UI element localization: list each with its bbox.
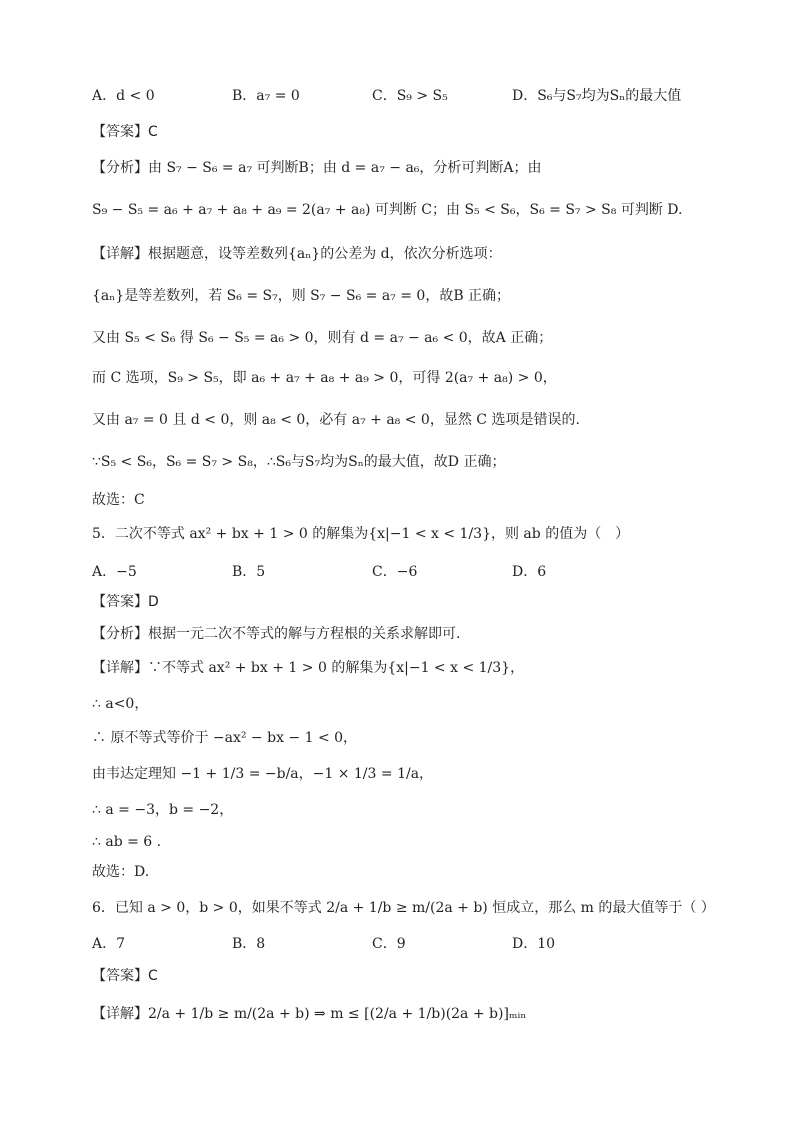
q4-detail-line-1: 【详解】根据题意，设等差数列{aₙ}的公差为 d，依次分析选项：: [92, 246, 502, 262]
q5-option-d: D．6: [512, 564, 547, 580]
q4-analysis-line-2: S₉ − S₅ = a₆ + a₇ + a₈ + a₉ = 2(a₇ + a₈) 可判断 C；由 S₅ < S₆，S₆ = S₇ > S₈ 可判断 D.: [92, 202, 683, 218]
q5-option-b: B．5: [232, 564, 266, 580]
q6-options: [92, 934, 712, 954]
q5-options: [92, 562, 712, 582]
q4-detail-line-4: 而 C 选项，S₉ > S₅，即 a₆ + a₇ + a₈ + a₉ > 0，可得 2(a₇ + a₈) > 0，: [92, 370, 557, 386]
q4-option-a: A．d < 0: [92, 88, 155, 104]
q4-detail-line-6: ∵S₅ < S₆，S₆ = S₇ > S₈，∴S₆与S₇均为Sₙ的最大值，故D 正确；: [92, 454, 506, 470]
q5-option-a: A．−5: [92, 564, 137, 580]
q6-option-d: D．10: [512, 936, 556, 952]
q4-analysis-line-1: 【分析】由 S₇ − S₆ = a₇ 可判断B；由 d = a₇ − a₆，分析可判断A；由: [92, 160, 542, 176]
q6-detail-line-1: 【详解】2/a + 1/b ≥ m/(2a + b) ⇒ m ≤ [(2/a + 1/b)(2a + b)]ₘᵢₙ: [92, 1006, 527, 1022]
q5-detail-line-3: ∴ 原不等式等价于 −ax² − bx − 1 < 0，: [92, 730, 358, 746]
q6-answer: 【答案】C: [92, 968, 158, 984]
q6-option-c: C．9: [372, 936, 406, 952]
q4-option-c: C．S₉ > S₅: [372, 88, 448, 104]
q4-option-d: D．S₆与S₇均为Sₙ的最大值: [512, 88, 682, 104]
q6-option-b: B．8: [232, 936, 266, 952]
q4-answer: 【答案】C: [92, 124, 158, 140]
q5-analysis: 【分析】根据一元二次不等式的解与方程根的关系求解即可.: [92, 626, 461, 642]
q4-choose: 故选：C: [92, 492, 145, 508]
q4-option-b: B．a₇ = 0: [232, 88, 300, 104]
q6-option-a: A．7: [92, 936, 126, 952]
q5-detail-line-4: 由韦达定理知 −1 + 1/3 = −b/a，−1 × 1/3 = 1/a，: [92, 766, 434, 782]
q4-detail-line-2: {aₙ}是等差数列，若 S₆ = S₇，则 S₇ − S₆ = a₇ = 0，故B 正确；: [92, 288, 511, 304]
q4-options: [92, 86, 712, 106]
q5-answer: 【答案】D: [92, 594, 159, 610]
q5-stem: 5．二次不等式 ax² + bx + 1 > 0 的解集为{x|−1 < x < 1/3}，则 ab 的值为（ ）: [92, 526, 630, 542]
q5-option-c: C．−6: [372, 564, 418, 580]
q5-detail-line-1: 【详解】∵不等式 ax² + bx + 1 > 0 的解集为{x|−1 < x < 1/3}，: [92, 660, 525, 676]
q5-detail-line-2: ∴ a<0，: [92, 696, 149, 712]
q4-detail-line-3: 又由 S₅ < S₆ 得 S₆ − S₅ = a₆ > 0，则有 d = a₇ − a₆ < 0，故A 正确；: [92, 330, 553, 346]
q4-detail-line-5: 又由 a₇ = 0 且 d < 0，则 a₈ < 0，必有 a₇ + a₈ < 0，显然 C 选项是错误的.: [92, 412, 580, 428]
q5-detail-line-5: ∴ a = −3，b = −2，: [92, 802, 234, 818]
q5-detail-line-6: ∴ ab = 6 .: [92, 834, 162, 850]
q6-stem: 6．已知 a > 0，b > 0，如果不等式 2/a + 1/b ≥ m/(2a + b) 恒成立，那么 m 的最大值等于（ ）: [92, 900, 715, 916]
q5-choose: 故选：D.: [92, 864, 150, 880]
